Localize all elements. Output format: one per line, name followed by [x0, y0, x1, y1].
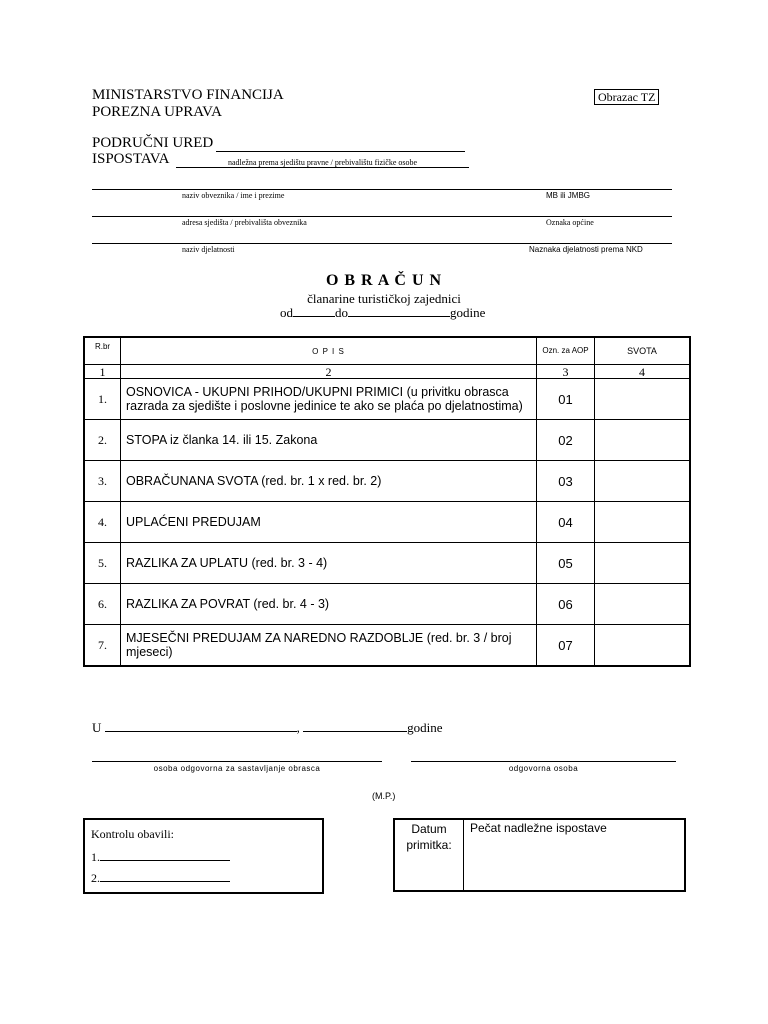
table-row — [84, 584, 690, 625]
row-title: OBRAČUNANA SVOTA — [126, 474, 258, 488]
row-note: (red. br. 3 / broj mjeseci) — [126, 631, 512, 659]
row-number: 1. — [84, 379, 121, 420]
control-title: Kontrolu obavili: — [91, 827, 174, 841]
column-number-row — [84, 365, 690, 379]
row-note: (u privitku obrasca razrada za sjedište i poslovne jedinice te ako se plaća po djelatnostima) — [126, 385, 523, 413]
control-item-2-field[interactable] — [100, 881, 230, 882]
control-item-1-number: 1. — [91, 850, 100, 864]
authority-name: POREZNA UPRAVA — [92, 104, 222, 120]
row-amount-cell[interactable] — [595, 420, 691, 461]
table-row — [84, 543, 690, 584]
responsible-signature-field[interactable] — [411, 761, 676, 762]
row-description — [121, 379, 537, 420]
period-to-label: do — [335, 305, 348, 320]
period-from-label: od — [280, 305, 293, 320]
place-prefix: U — [92, 720, 102, 735]
branch-label: ISPOSTAVA — [92, 151, 170, 167]
row-aop: 01 — [537, 379, 595, 420]
table-row — [84, 420, 690, 461]
row-aop: 02 — [537, 420, 595, 461]
receipt-divider — [463, 820, 464, 890]
row-amount-cell[interactable] — [595, 461, 691, 502]
column-number: 3 — [537, 365, 595, 379]
header-aop: Ozn. za AOP — [537, 337, 595, 365]
column-number: 2 — [121, 365, 537, 379]
receipt-box — [393, 818, 686, 892]
payer-name-label: naziv obveznika / ime i prezime — [182, 191, 285, 200]
row-number: 5. — [84, 543, 121, 584]
row-note: (red. br. 4 - 3) — [249, 597, 330, 611]
mb-jmbg-label: MB ili JMBG — [546, 191, 590, 200]
activity-label: naziv djelatnosti — [182, 245, 235, 254]
row-aop: 03 — [537, 461, 595, 502]
activity-field[interactable] — [92, 243, 672, 244]
row-amount-cell[interactable] — [595, 379, 691, 420]
prepared-by-label: osoba odgovorna za sastavljanje obrasca — [153, 764, 321, 773]
row-amount-cell[interactable] — [595, 543, 691, 584]
row-title: RAZLIKA ZA POVRAT — [126, 597, 250, 611]
row-title: RAZLIKA ZA UPLATU — [126, 556, 249, 570]
row-aop: 04 — [537, 502, 595, 543]
row-description — [121, 502, 537, 543]
table-row — [84, 379, 690, 420]
row-amount-cell[interactable] — [595, 584, 691, 625]
period-row — [280, 305, 485, 321]
row-description — [121, 625, 537, 667]
row-number: 2. — [84, 420, 121, 461]
responsible-label: odgovorna osoba — [508, 764, 579, 773]
control-item-2 — [91, 871, 230, 886]
period-year-label: godine — [450, 305, 486, 320]
row-aop: 06 — [537, 584, 595, 625]
row-number: 4. — [84, 502, 121, 543]
stamp-placeholder: (M.P.) — [372, 791, 396, 801]
row-title: UPLAĆENI PREDUJAM — [126, 515, 261, 529]
branch-field[interactable] — [176, 167, 469, 168]
row-title: OSNOVICA - UKUPNI PRIHOD/UKUPNI PRIMICI — [126, 385, 404, 399]
prepared-by-signature-field[interactable] — [92, 761, 382, 762]
row-aop: 05 — [537, 543, 595, 584]
column-number: 4 — [595, 365, 691, 379]
municipality-label: Oznaka općine — [546, 218, 594, 227]
receipt-stamp-label: Pečat nadležne ispostave — [470, 821, 607, 835]
nkd-label: Naznaka djelatnosti prema NKD — [529, 245, 643, 254]
header-svota: SVOTA — [595, 337, 691, 365]
control-item-1 — [91, 850, 230, 865]
table-header-row — [84, 337, 690, 365]
office-field[interactable] — [216, 151, 465, 152]
row-amount-cell[interactable] — [595, 502, 691, 543]
table-row — [84, 625, 690, 667]
place-comma: , — [296, 720, 300, 735]
place-field[interactable] — [105, 731, 297, 732]
table-row — [84, 502, 690, 543]
column-number: 1 — [84, 365, 121, 379]
address-label: adresa sjedišta / prebivališta obveznika — [182, 218, 307, 227]
calculation-table — [83, 336, 691, 667]
ministry-name: MINISTARSTVO FINANCIJA — [92, 87, 284, 103]
row-number: 6. — [84, 584, 121, 625]
date-year-label: godine — [407, 720, 443, 735]
row-note: (red. br. 1 x red. br. 2) — [257, 474, 382, 488]
document-title: O B R A Č U N — [325, 272, 443, 289]
row-number: 3. — [84, 461, 121, 502]
date-field[interactable] — [303, 731, 407, 732]
receipt-date-label: Datum primitka: — [406, 822, 452, 852]
row-title: STOPA — [126, 433, 167, 447]
place-date-row — [92, 720, 443, 736]
row-amount-cell[interactable] — [595, 625, 691, 667]
document-subtitle: članarine turističkoj zajednici — [307, 291, 461, 306]
form-code-badge: Obrazac TZ — [594, 89, 659, 105]
row-description — [121, 420, 537, 461]
row-aop: 07 — [537, 625, 595, 667]
row-description — [121, 584, 537, 625]
period-to-field[interactable] — [348, 316, 450, 317]
office-label: PODRUČNI URED — [92, 135, 214, 151]
row-description — [121, 543, 537, 584]
row-description — [121, 461, 537, 502]
control-item-2-number: 2. — [91, 871, 100, 885]
payer-name-field[interactable] — [92, 189, 672, 190]
header-rbr: R.br — [84, 337, 121, 365]
header-opis: O P I S — [121, 337, 537, 365]
row-note: iz članka 14. ili 15. Zakona — [166, 433, 318, 447]
address-field[interactable] — [92, 216, 672, 217]
row-note: (red. br. 3 - 4) — [248, 556, 328, 570]
control-box — [83, 818, 324, 894]
control-item-1-field[interactable] — [100, 860, 230, 861]
period-from-field[interactable] — [293, 316, 335, 317]
branch-hint: nadležna prema sjedištu pravne / prebivalištu fizičke osobe — [228, 158, 418, 167]
row-number: 7. — [84, 625, 121, 667]
row-title: MJESEČNI PREDUJAM ZA NAREDNO RAZDOBLJE — [126, 631, 424, 645]
table-row — [84, 461, 690, 502]
